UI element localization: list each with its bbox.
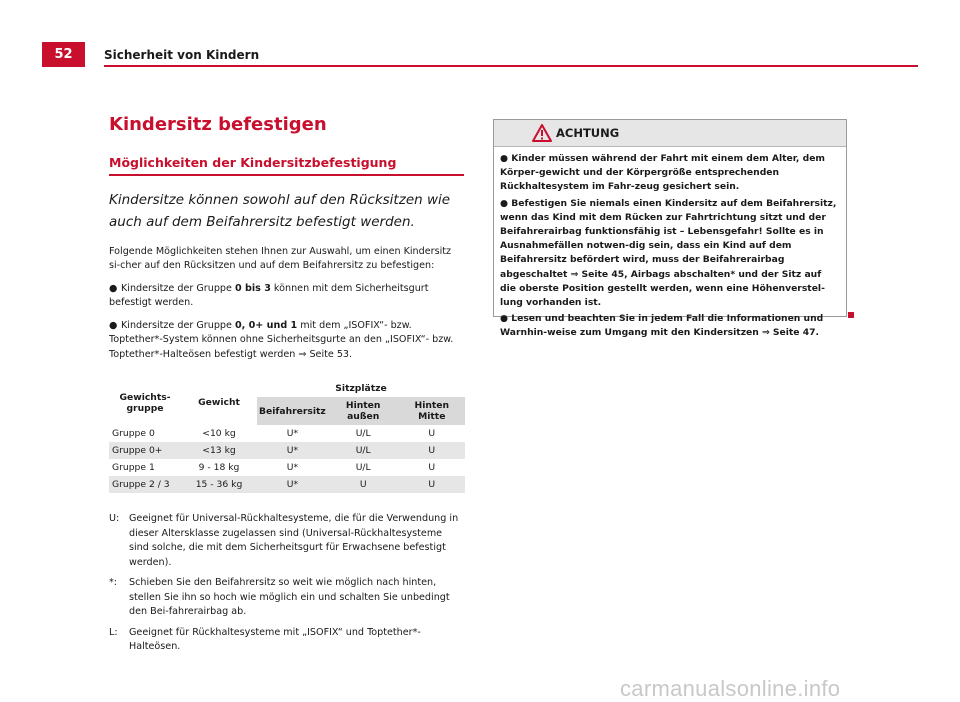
- page-title: Kindersitz befestigen: [109, 114, 327, 135]
- section-title: Sicherheit von Kindern: [104, 48, 260, 62]
- section-subtitle: Möglichkeiten der Kindersitzbefestigung: [109, 155, 397, 170]
- col-header-rear-outer: Hinten außen: [328, 397, 399, 425]
- bullet-icon: ●: [109, 282, 118, 294]
- list-item: ● Lesen und beachten Sie in jedem Fall die Informationen und Warnhin-weise zum Umgang mit den Kindersitzen ⇒ Seite 47.: [500, 313, 824, 339]
- warning-header: [494, 120, 846, 147]
- list-item: ● Kinder müssen während der Fahrt mit einem dem Alter, dem Körper-gewicht und der Körpergröße entsprechenden Rückhaltesystem im Fahr-zeug gesichert sein.: [500, 153, 825, 193]
- col-header-passenger: Beifahrersitz: [257, 397, 328, 425]
- seat-table: [109, 380, 465, 493]
- list-item: ● Kindersitze der Gruppe 0 bis 3 können mit dem Sicherheitsgurt befestigt werden.: [109, 282, 429, 308]
- section-end-marker: [848, 312, 854, 318]
- table-row: Gruppe 2 / 3 15 - 36 kg U* U U: [109, 476, 465, 493]
- main-column: [109, 114, 464, 661]
- col-header-seats: Sitzplätze: [257, 380, 465, 397]
- warning-label: ACHTUNG: [556, 126, 620, 140]
- col-header-weight: Gewicht: [181, 380, 257, 425]
- watermark: carmanualsonline.info: [620, 676, 841, 701]
- table-row: Gruppe 1 9 - 18 kg U* U/L U: [112, 462, 436, 473]
- warning-body: [494, 147, 846, 341]
- table-notes: [109, 512, 464, 655]
- bullet-icon: ●: [500, 197, 509, 209]
- lead-text: Kindersitze können sowohl auf den Rücksitzen wie auch auf dem Beifahrersitz befestigt werden.: [109, 191, 451, 230]
- subtitle-rule: [109, 174, 464, 176]
- header-rule: [104, 65, 918, 67]
- page-number: 52: [42, 42, 85, 67]
- note-item: U: Geeignet für Universal-Rückhaltesysteme, die für die Verwendung in dieser Altersklasse zugelassen sind (Universal-Rückhaltesysteme sind solche, die mit dem Sicherheitsgurt für Erwachsene befestigt werden).: [109, 513, 459, 568]
- list-item: ● Kindersitze der Gruppe 0, 0+ und 1 mit dem „ISOFIX“- bzw. Toptether*-System können ohne Sicherheitsgurte an den „ISOFIX“- bzw. Toptether*-Halteösen befestigt werden ⇒ Seite 53.: [109, 319, 454, 360]
- bullet-icon: ●: [500, 153, 509, 164]
- col-header-rear-middle: Hinten Mitte: [399, 397, 465, 425]
- warning-box: [493, 119, 847, 339]
- table-row: Gruppe 0 <10 kg U* U/L U: [112, 428, 436, 439]
- bullet-icon: ●: [109, 319, 118, 331]
- note-item: L: Geeignet für Rückhaltesysteme mit „ISOFIX“ und Toptether*-Halteösen.: [109, 626, 421, 652]
- table-row: Gruppe 0+ <13 kg U* U/L U: [109, 442, 465, 459]
- note-item: *: Schieben Sie den Beifahrersitz so weit wie möglich nach hinten, stellen Sie ihn so hoch wie möglich ein und schalten Sie unbedingt den Bei-fahrerairbag ab.: [109, 577, 450, 617]
- bullet-icon: ●: [500, 313, 509, 325]
- list-item: ● Befestigen Sie niemals einen Kindersitz auf dem Beifahrersitz, wenn das Kind mit dem Rücken zur Fahrtrichtung sitzt und der Beifahrerairbag funktionsfähig ist – Lebensgefahr! Sollte es in Ausnahmefällen notwen-dig sein, dass ein Kind auf dem Beifahrersitz befördert wird, muss der Beifahrerairbag abgeschaltet ⇒ Seite 45, Airbags abschalten* und der Sitz auf die oberste Position gestellt werden, wenn eine Höhenverstel-lung vorhanden ist.: [500, 197, 837, 309]
- warning-triangle-icon: [532, 124, 552, 142]
- intro-text: Folgende Möglichkeiten stehen Ihnen zur Auswahl, um einen Kindersitz si-cher auf den Rücksitzen und auf dem Beifahrersitz zu befestigen:: [109, 245, 452, 271]
- col-header-group: Gewichts-gruppe: [109, 380, 181, 425]
